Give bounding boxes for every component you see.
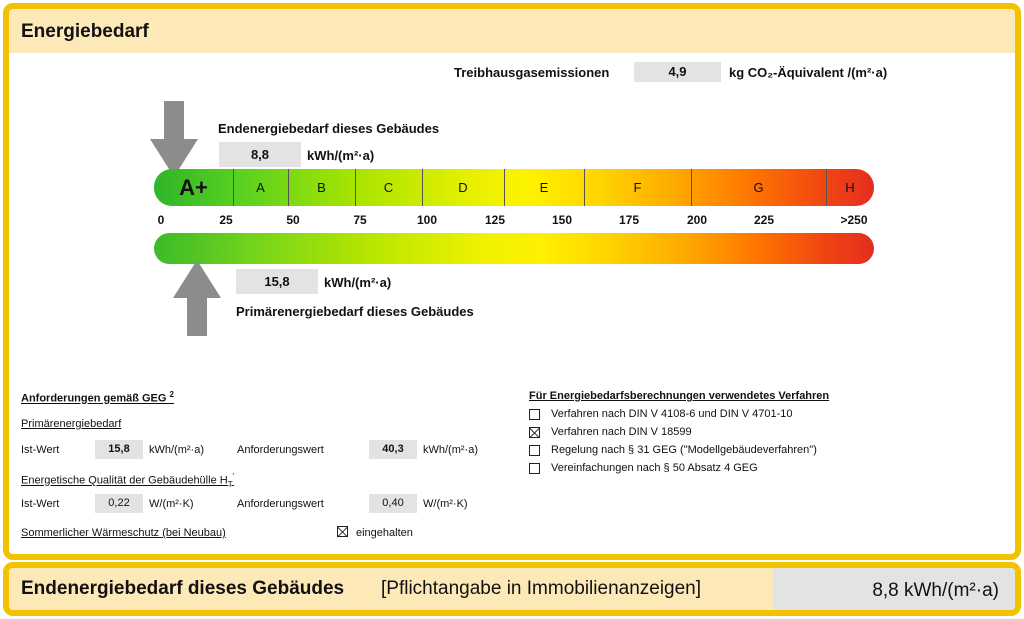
end-energy-value: 8,8 [219, 142, 301, 167]
footer-note: [Pflichtangabe in Immobilienanzeigen] [381, 578, 702, 599]
emissions-unit: kg CO₂-Äquivalent /(m²·a) [729, 65, 888, 80]
method-option-label: Regelung nach § 31 GEG ("Modellgebäudeverfahren") [551, 444, 817, 456]
class-label-e: E [539, 180, 549, 195]
class-label-c: C [383, 180, 394, 195]
primary-energy-scale [154, 233, 874, 264]
end-energy-unit: kWh/(m²·a) [307, 148, 375, 163]
scale-tick: >250 [840, 213, 868, 227]
class-label-h: H [845, 180, 855, 195]
primary-requirements-heading: Primärenergiebedarf [21, 418, 122, 430]
emissions-value: 4,9 [634, 62, 721, 82]
scale-tick: 125 [484, 213, 506, 227]
primary-energy-label: Primärenergiebedarf dieses Gebäudes [236, 304, 474, 319]
panel-title: Energiebedarf [21, 21, 149, 42]
end-energy-label: Endenergiebedarf dieses Gebäudes [218, 121, 440, 136]
method-checkbox-geg-31[interactable] [529, 445, 540, 456]
scale-tick: 25 [219, 213, 233, 227]
scale-tick: 225 [753, 213, 775, 227]
summer-protection-status: eingehalten [356, 527, 413, 539]
footer-label-area [9, 568, 773, 610]
summer-protection-checkbox[interactable] [337, 526, 348, 537]
summer-protection-label: Sommerlicher Wärmeschutz (bei Neubau) [21, 527, 226, 539]
scale-tick: 75 [353, 213, 367, 227]
energy-class-scale [154, 169, 874, 206]
footer-panel [3, 562, 1021, 616]
footer-value-area [773, 568, 1015, 610]
primary-ist-label: Ist-Wert [21, 444, 60, 456]
method-checkbox-geg-50[interactable] [529, 463, 540, 474]
scale-tick: 100 [416, 213, 438, 227]
primary-energy-arrow-icon [173, 260, 221, 336]
method-option-label: Vereinfachungen nach § 50 Absatz 4 GEG [551, 462, 758, 474]
quality-anf-unit: W/(m²·K) [423, 498, 468, 510]
emissions-label: Treibhausgasemissionen [454, 65, 610, 80]
class-label-g: G [753, 180, 764, 195]
quality-anf-label: Anforderungswert [237, 498, 324, 510]
primary-anf-unit: kWh/(m²·a) [423, 444, 478, 456]
scale-tick: 0 [157, 213, 165, 227]
quality-ist-value: 0,22 [95, 494, 143, 513]
class-label-a: A [256, 180, 265, 195]
energy-certificate-panel [3, 3, 1021, 560]
primary-anf-value: 40,3 [369, 440, 417, 459]
footer-value: 8,8 kWh/(m²·a) [872, 580, 999, 601]
quality-heading: Energetische Qualität der Gebäudehülle $H_T'$ [21, 472, 235, 489]
scale-tick: 50 [286, 213, 300, 227]
class-label-f: F [633, 180, 642, 195]
method-checkbox-din-4108[interactable] [529, 409, 540, 420]
method-option-label: Verfahren nach DIN V 18599 [551, 426, 692, 438]
quality-ist-label: Ist-Wert [21, 498, 60, 510]
footer-title: Endenergiebedarf dieses Gebäudes [21, 578, 345, 599]
method-checkbox-din-18599[interactable] [529, 427, 540, 438]
quality-anf-value: 0,40 [369, 494, 417, 513]
method-title: Für Energiebedarfsberechnungen verwendetes Verfahren [529, 390, 830, 402]
primary-ist-value: 15,8 [95, 440, 143, 459]
class-label-a-plus: A+ [179, 174, 208, 200]
scale-tick: 150 [551, 213, 573, 227]
primary-energy-value: 15,8 [236, 269, 318, 294]
primary-anf-label: Anforderungswert [237, 444, 324, 456]
scale-tick: 175 [618, 213, 640, 227]
class-label-b: B [317, 180, 326, 195]
end-energy-arrow-icon [150, 101, 198, 177]
scale-tick: 200 [686, 213, 708, 227]
primary-energy-unit: kWh/(m²·a) [324, 275, 392, 290]
method-option-label: Verfahren nach DIN V 4108-6 und DIN V 4701-10 [551, 408, 793, 420]
requirements-title: Anforderungen gemäß GEG $^2$ [21, 390, 174, 405]
panel-header [9, 9, 1015, 53]
class-label-d: D [458, 180, 468, 195]
quality-ist-unit: W/(m²·K) [149, 498, 194, 510]
primary-ist-unit: kWh/(m²·a) [149, 444, 204, 456]
